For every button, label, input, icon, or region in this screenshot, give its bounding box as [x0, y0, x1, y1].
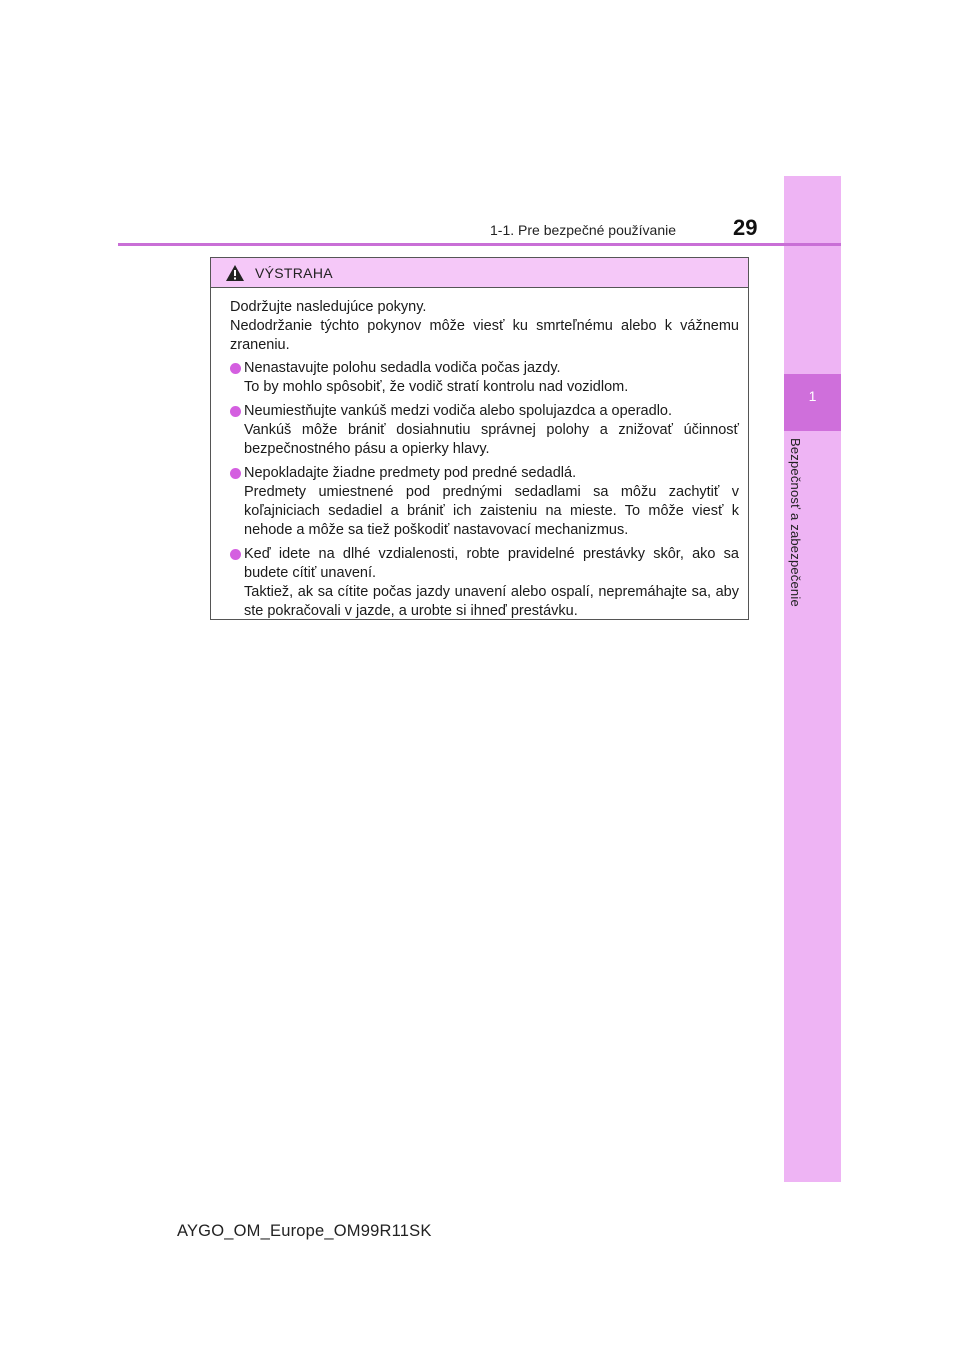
page-number: 29	[733, 215, 758, 240]
warning-triangle-icon	[225, 264, 245, 282]
bullet-dot-icon	[230, 468, 241, 479]
item-text: Vankúš môže brániť dosiahnutiu správnej polohy a znižovať účinnosť bezpečnostného pásu a opierky hlavy.	[244, 422, 739, 457]
chapter-title: Bezpečnosť a zabezpečenie	[788, 438, 803, 607]
warning-body	[211, 288, 748, 621]
bullet-dot-icon	[230, 363, 241, 374]
intro-line: Nedodržanie týchto pokynov môže viesť ku smrteľnému alebo k vážnemu zraneniu.	[230, 318, 739, 353]
document-code: AYGO_OM_Europe_OM99R11SK	[177, 1222, 432, 1240]
chapter-number: 1	[808, 388, 817, 404]
item-text: Taktiež, ak sa cítite počas jazdy unavení alebo ospalí, nepremáhajte sa, aby ste pokračovali v jazde, a urobte si ihneď prestávku.	[244, 584, 739, 619]
item-heading: Nepokladajte žiadne predmety pod predné sedadlá.	[244, 465, 577, 481]
warning-header	[211, 258, 748, 288]
intro-line: Dodržujte nasledujúce pokyny.	[230, 299, 427, 315]
warning-title: VÝSTRAHA	[255, 264, 333, 281]
item-text: Predmety umiestnené pod prednými sedadlami sa môžu zachytiť v koľajniciach sedadiel a brániť ich zaisteniu na mieste. To môže viesť k nehode a môže sa tiež poškodiť nastavovací mechanizmus.	[244, 484, 739, 538]
list-item	[230, 402, 739, 459]
bullet-dot-icon	[230, 549, 241, 560]
bullet-dot-icon	[230, 406, 241, 417]
list-item	[230, 545, 739, 621]
section-title: 1-1. Pre bezpečné používanie	[490, 222, 677, 238]
warning-intro	[230, 298, 739, 355]
chapter-side-tab	[784, 176, 841, 1182]
item-heading: Keď idete na dlhé vzdialenosti, robte pravidelné prestávky skôr, ako sa budete cítiť unavení.	[244, 546, 739, 581]
list-item	[230, 359, 739, 397]
warning-box	[210, 257, 749, 620]
list-item	[230, 464, 739, 540]
item-heading: Nenastavujte polohu sedadla vodiča počas jazdy.	[244, 360, 561, 376]
item-heading: Neumiestňujte vankúš medzi vodiča alebo spolujazdca a operadlo.	[244, 403, 673, 419]
header-divider	[118, 243, 841, 246]
item-text: To by mohlo spôsobiť, že vodič stratí kontrolu nad vozidlom.	[244, 379, 629, 395]
